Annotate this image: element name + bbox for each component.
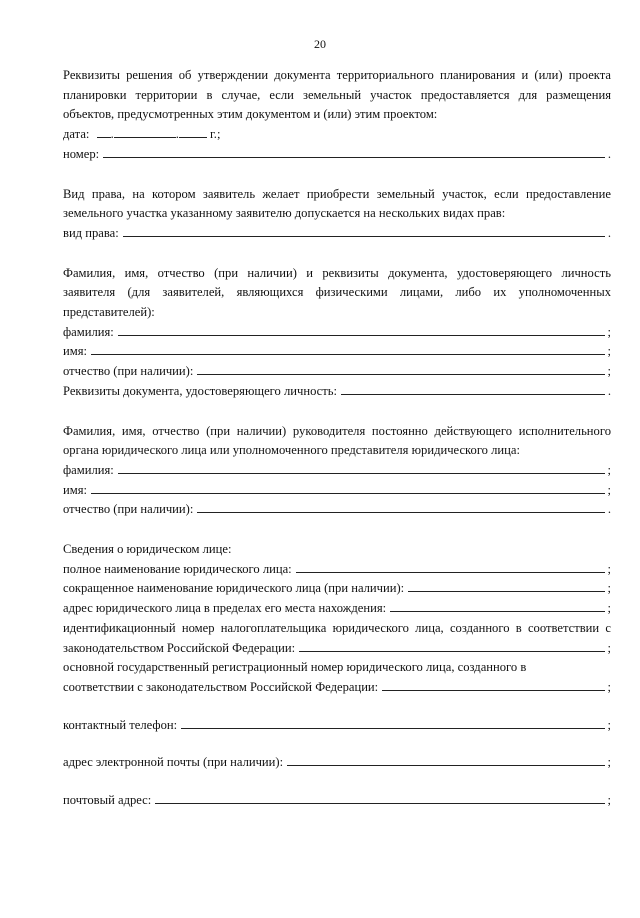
ogrn-field [63, 678, 611, 698]
surname-blank[interactable] [118, 324, 605, 336]
paragraph-line: идентификационный номер налогоплательщика юридического лица, созданного в соответствии с [63, 620, 611, 635]
patronymic-blank[interactable] [197, 363, 604, 375]
field-terminator: ; [607, 344, 611, 359]
email-label: адрес электронной почты (при наличии): [63, 755, 284, 770]
name-field [63, 342, 611, 362]
section-plan-decision [63, 66, 611, 165]
rep-surname-blank[interactable] [118, 462, 605, 474]
field-terminator: ; [607, 482, 611, 497]
field-terminator: . [607, 225, 611, 240]
right-field [63, 224, 611, 244]
field-terminator: . [607, 146, 611, 161]
patronymic-field [63, 362, 611, 382]
rep-patronymic-blank[interactable] [197, 501, 604, 513]
section-right-type [63, 185, 611, 244]
rep-name-label: имя: [63, 482, 88, 497]
paragraph-line: представителей): [63, 305, 155, 320]
form-content [63, 66, 611, 811]
ogrn-blank[interactable] [382, 679, 604, 691]
field-terminator: . [607, 502, 611, 517]
field-terminator: ; [607, 581, 611, 596]
field-terminator: ; [607, 755, 611, 770]
rep-name-blank[interactable] [91, 482, 604, 494]
field-terminator: ; [607, 561, 611, 576]
section-applicant-person [63, 264, 611, 402]
field-terminator: ; [607, 364, 611, 379]
date-field: дата: . . г.; [63, 127, 221, 142]
right-blank[interactable] [123, 225, 605, 237]
paragraph-line: Фамилия, имя, отчество (при наличии) руководителя постоянно действующего исполнительного [63, 423, 611, 438]
paragraph-line: земельного участка указанному заявителю допускается на нескольких видах прав: [63, 206, 506, 221]
rep-patronymic-field [63, 500, 611, 520]
field-terminator: ; [607, 679, 611, 694]
short-name-label: сокращенное наименование юридического лица (при наличии): [63, 581, 405, 596]
inn-field [63, 639, 611, 659]
date-label: дата: [63, 127, 90, 142]
right-label: вид права: [63, 225, 119, 240]
name-blank[interactable] [91, 343, 604, 355]
surname-label: фамилия: [63, 324, 114, 339]
field-terminator: ; [607, 324, 611, 339]
field-terminator: ; [607, 717, 611, 732]
postal-address-label: почтовый адрес: [63, 793, 152, 808]
rep-surname-field [63, 461, 611, 481]
identity-doc-field [63, 382, 611, 402]
field-terminator: ; [607, 601, 611, 616]
email-blank[interactable] [287, 754, 604, 766]
identity-doc-blank[interactable] [341, 383, 605, 395]
date-day-blank[interactable] [97, 126, 111, 138]
ogrn-label: соответствии с законодательством Российской Федерации: [63, 679, 379, 694]
date-year-suffix: г.; [210, 127, 221, 142]
phone-field [63, 716, 611, 736]
date-month-blank[interactable] [114, 126, 176, 138]
rep-patronymic-label: отчество (при наличии): [63, 502, 194, 517]
section-heading: Сведения о юридическом лице: [63, 542, 232, 557]
patronymic-label: отчество (при наличии): [63, 364, 194, 379]
field-terminator: ; [607, 793, 611, 808]
paragraph-line: Реквизиты решения об утверждении документа территориального планирования и (или) проекта [63, 68, 611, 82]
number-field [63, 145, 611, 165]
short-name-blank[interactable] [408, 580, 604, 592]
surname-field [63, 323, 611, 343]
inn-label: законодательством Российской Федерации: [63, 640, 296, 655]
identity-doc-label: Реквизиты документа, удостоверяющего личность: [63, 383, 338, 398]
paragraph-line: Вид права, на котором заявитель желает приобрести земельный участок, если предоставление [63, 186, 611, 201]
paragraph-line: органа юридического лица или уполномоченного представителя юридического лица: [63, 443, 520, 458]
postal-address-blank[interactable] [155, 792, 604, 804]
number-blank[interactable] [103, 146, 605, 158]
field-terminator: . [607, 383, 611, 398]
field-terminator: ; [607, 462, 611, 477]
name-label: имя: [63, 344, 88, 359]
paragraph-line: основной государственный регистрационный номер юридического лица, созданного в [63, 660, 527, 675]
full-name-blank[interactable] [296, 561, 605, 573]
number-label: номер: [63, 146, 100, 161]
address-label: адрес юридического лица в пределах его места нахождения: [63, 601, 387, 616]
field-terminator: ; [607, 640, 611, 655]
paragraph-line: заявителя (для заявителей, являющихся физическими лицами, либо их уполномоченных [63, 285, 611, 300]
postal-address-field [63, 791, 611, 811]
full-name-field [63, 560, 611, 580]
paragraph-line: планировки территории в случае, если земельный участок предоставляется для размещения [63, 87, 611, 102]
email-field [63, 753, 611, 773]
address-field [63, 599, 611, 619]
rep-surname-label: фамилия: [63, 462, 114, 477]
address-blank[interactable] [390, 600, 604, 612]
section-legal-representative [63, 422, 611, 521]
rep-name-field [63, 481, 611, 501]
date-year-blank[interactable] [179, 126, 207, 138]
full-name-label: полное наименование юридического лица: [63, 561, 292, 576]
paragraph-line: объектов, предусмотренных этим документом и (или) этим проектом: [63, 107, 438, 122]
paragraph-line: Фамилия, имя, отчество (при наличии) и реквизиты документа, удостоверяющего личность [63, 265, 611, 280]
phone-label: контактный телефон: [63, 717, 178, 732]
inn-blank[interactable] [299, 640, 604, 652]
phone-blank[interactable] [181, 717, 604, 729]
short-name-field [63, 579, 611, 599]
section-legal-entity [63, 540, 611, 698]
page-number: 20 [314, 37, 326, 51]
